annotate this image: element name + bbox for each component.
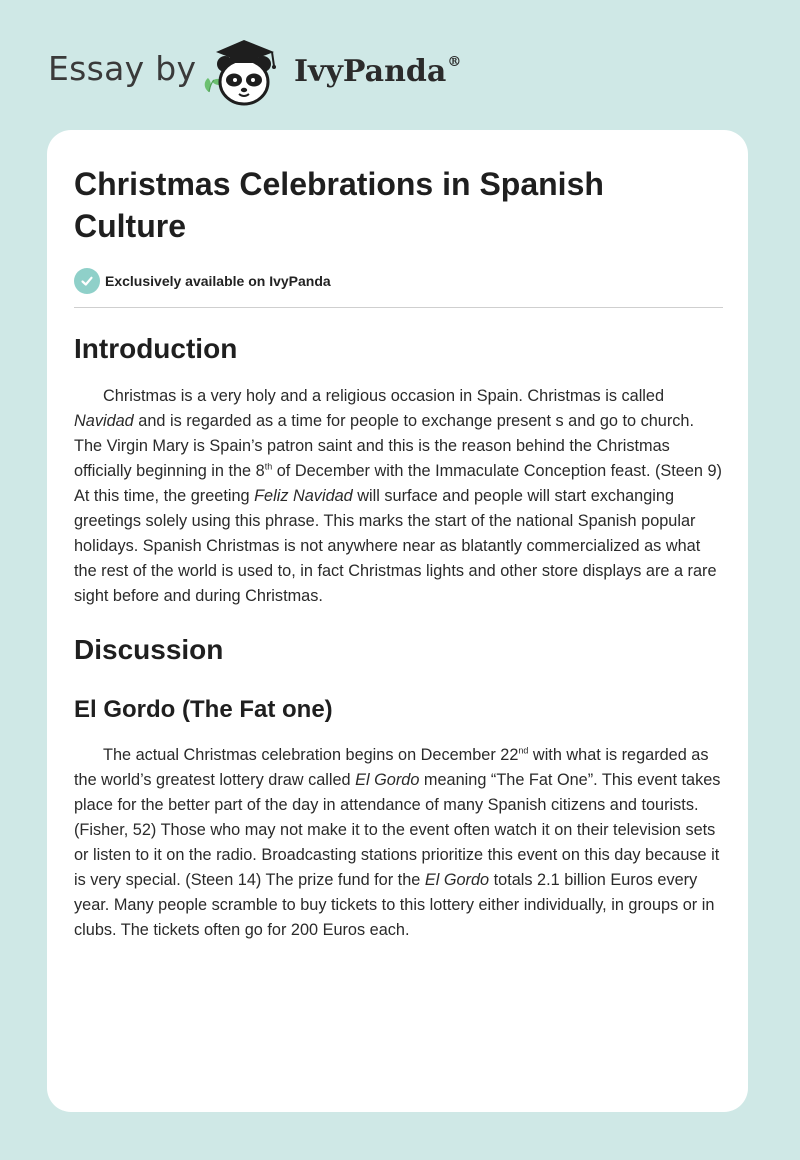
panda-graduate-logo-icon[interactable] [200, 34, 294, 110]
page-title: Christmas Celebrations in Spanish Culture [74, 166, 604, 244]
text-run: of December with the Immaculate Conception feast. (Steen 9) At this time, the greeting [74, 462, 722, 505]
check-icon [74, 268, 100, 294]
text-run: will surface and people will start exchanging greetings solely using this phrase. This marks the start of the national Spanish popular holidays. Spanish Christmas is not anywhere near as blatantly commercialized as what the rest of the world is used to, in fact Christmas lights and other store displays are a rare sight before and during Christmas. [74, 487, 717, 605]
site-header [0, 0, 800, 120]
ordinal-suffix: nd [518, 745, 529, 756]
text-run: The actual Christmas celebration begins on December 22 [103, 746, 519, 764]
essay-content [74, 130, 723, 943]
text-run: and is regarded as a time for people to exchange present s and go to church. The Virgin Mary is Spain’s patron saint and this is the reason behind the Christmas officially beginning in the 8 [74, 412, 694, 480]
italic-term: El Gordo [355, 771, 420, 789]
paragraph-el-gordo [74, 743, 723, 943]
ordinal-suffix: th [264, 461, 273, 472]
subheading-el-gordo: El Gordo (The Fat one) [74, 696, 333, 723]
registered-mark: ® [447, 54, 462, 70]
essay-by-label: Essay by [48, 49, 197, 88]
brand-text: IvyPanda [294, 54, 447, 89]
italic-term: El Gordo [424, 871, 490, 889]
exclusive-badge [74, 267, 723, 295]
badge-label: Exclusively available on IvyPanda [105, 273, 331, 289]
essay-card [47, 130, 748, 1112]
text-run: Christmas is a very holy and a religious occasion in Spain. Christmas is called [103, 387, 665, 405]
brand-name[interactable] [294, 54, 461, 89]
heading-introduction: Introduction [74, 333, 238, 364]
text-run: meaning “The Fat One”. This event takes place for the better part of the day in attendance of many Spanish citizens and tourists. (Fisher, 52) Those who may not make it to the event often watch it on their television sets or listen to it on the radio. Broadcasting stations prioritize this event on this day because it is very special. (Steen 14) The prize fund for the [74, 771, 721, 889]
paragraph-introduction [74, 384, 723, 609]
italic-term: Navidad [74, 412, 134, 430]
text-run: with what is regarded as the world’s greatest lottery draw called [74, 746, 709, 789]
divider [74, 307, 723, 308]
italic-term: Feliz Navidad [254, 487, 353, 505]
heading-discussion: Discussion [74, 634, 224, 665]
text-run: totals 2.1 billion Euros every year. Many people scramble to buy tickets to this lottery either individually, in groups or in clubs. The tickets often go for 200 Euros each. [74, 871, 715, 939]
